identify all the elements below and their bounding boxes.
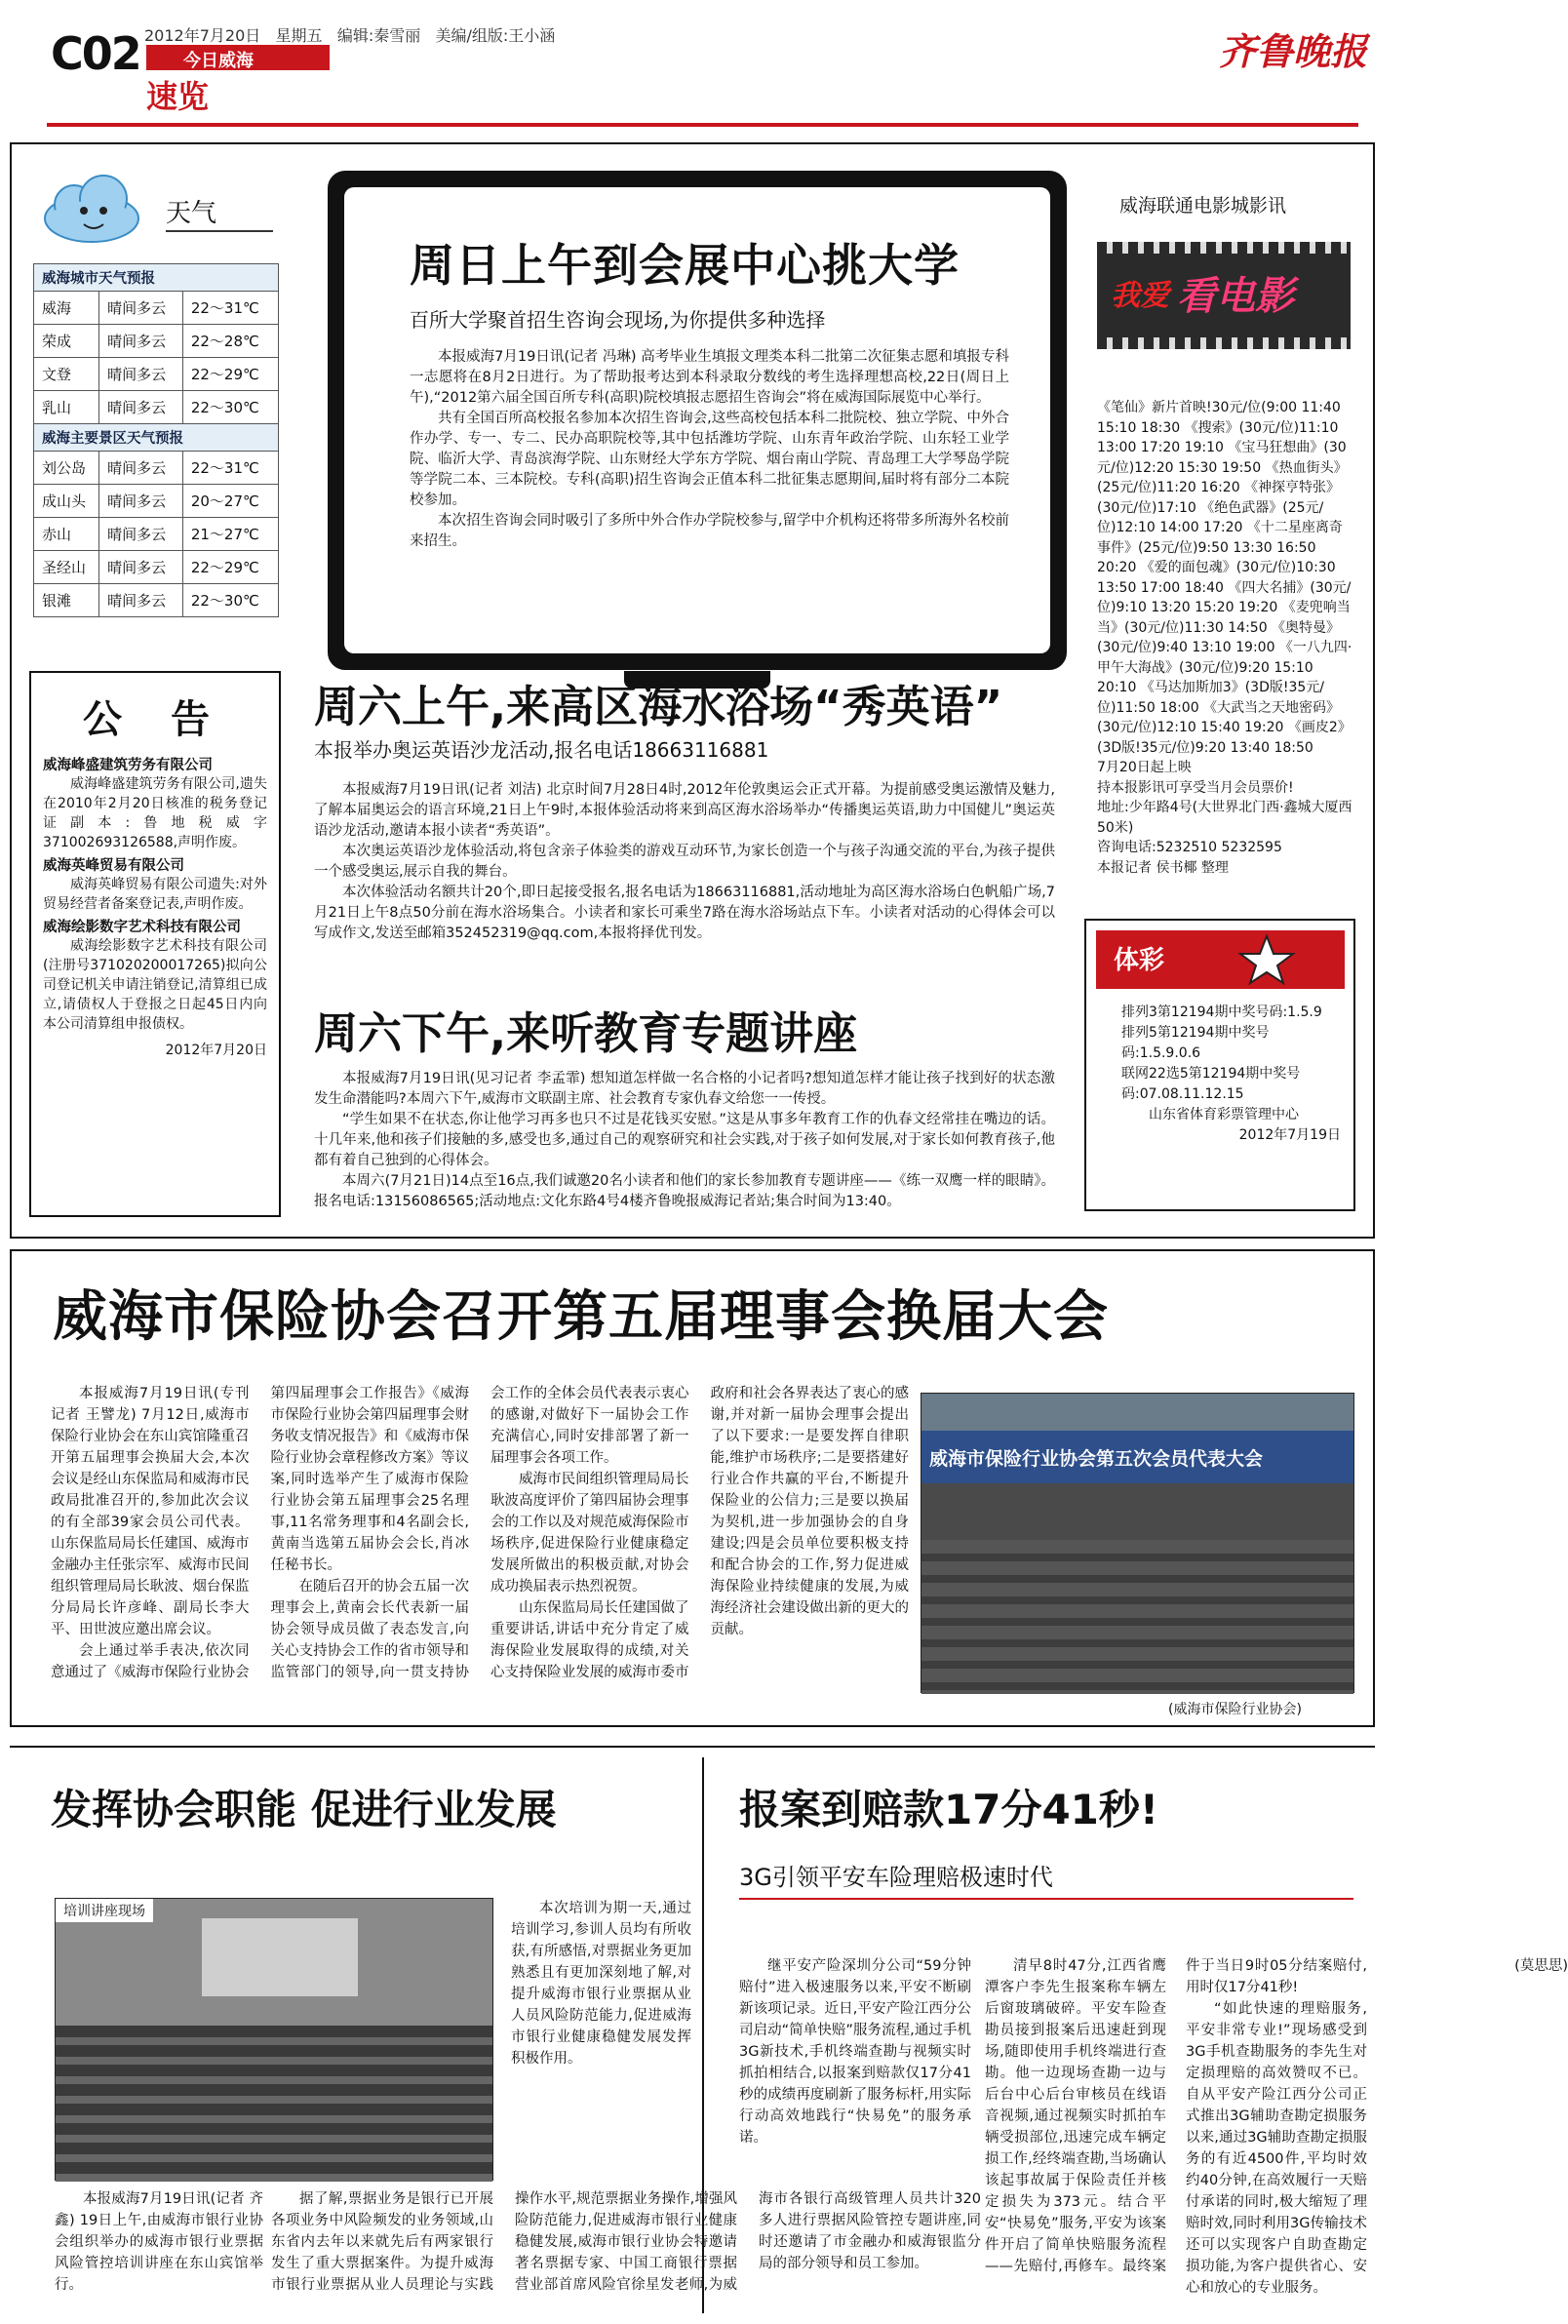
cinema-banner-text-b: 看电影: [1177, 274, 1294, 319]
cinema-banner: [1097, 242, 1351, 349]
notice-company: 威海峰盛建筑劳务有限公司: [43, 758, 213, 773]
weather-title-rule: [166, 230, 273, 232]
photo-label: 培训讲座现场: [56, 1899, 153, 1922]
scenic-weather-caption: 威海主要景区天气预报: [34, 424, 279, 452]
notice-date: 2012年7月20日: [165, 1043, 267, 1058]
cinema-from: 7月20日起上映: [1097, 760, 1192, 775]
notice-company: 威海绘影数字艺术科技有限公司: [43, 920, 241, 935]
notice-title: 公 告: [83, 697, 227, 742]
notice-text: 威海峰盛建筑劳务有限公司,遗失在2010年2月20日核准的税务登记证副本:鲁地税威字371002693126588,声明作废。: [43, 776, 267, 850]
page-editor: 编辑:秦雪丽: [336, 26, 421, 45]
bottom-rule: [10, 1746, 1375, 1748]
photo-banner: 威海市保险行业协会第五次会员代表大会: [921, 1431, 1353, 1483]
cinema-address: 地址:少年路4号(大世界北门西·鑫城大厦西50米): [1097, 800, 1352, 836]
section-label: 今日威海: [146, 45, 330, 70]
cinema-phone: 咨询电话:5232510 5232595: [1097, 840, 1282, 855]
table-row: 银滩 晴间多云 22～30℃: [34, 584, 279, 617]
header-rule: [47, 123, 1358, 127]
insurance-body: 本报威海7月19日讯(专刊记者 王譬龙) 7月12日,威海市保险行业协会在东山宾馆隆重召开第五届理事会换届大会,本次会议是经山东保监局和威海市民政局批准召开的,参加此次会议的有全部39家会员公司代表。山东保监局局长任建国、威海市金融办主任张宗军、威海市民间组织管理局局长耿波、烟台保监分局局长许彦峰、副局长李大平、田世波应邀出席会议。 会上通过举手表决,依次同意通过了《威海市保险行业协会第四届理事会工作报告》《威海市保险行业协会第四届理事会财务收支情况报告》和《威海市保险行业协会章程修改方案》等议案,同时选举产生了威海市保险行业协会第五届理事会25名理事,11名常务理事和4名副会长,黄南当选第五届协会会长,肖冰任秘书长。 在随后召开的协会五届一次理事会上,黄南会长代表新一届协会领导成员做了表态发言,向关心支持协会工作的省市领导和监管部门的领导,向一贯支持协会工作的全体会员代表表示衷心的感谢,对做好下一届协会工作充满信心,同时安排部署了新一届理事会各项工作。 威海市民间组织管理局局长耿波高度评价了第四届协会理事会的工作以及对规范威海保险市场秩序,促进保险行业健康稳定发展所做出的积极贡献,对协会成功换届表示热烈祝贺。 山东保监局局长任建国做了重要讲话,讲话中充分肯定了威海保险业发展取得的成绩,对关心支持保险业发展的威海市委市政府和社会各界表达了衷心的感谢,并对新一届协会理事会提出了以下要求:一是要发挥自律职能,维护市场秩序;二是要搭建好行业合作共赢的平台,不断提升保险业的公信力;三是要以换届为契机,进一步加强协会的自身建设;四是会员单位要积极支持和配合协会的工作,努力促进威海保险业持续健康的发展,为威海经济社会建设做出新的更大的贡献。: [51, 1386, 909, 1680]
cinema-note: 持本报影讯可享受当月会员票价!: [1097, 779, 1294, 796]
article-3-headline: 周六下午,来听教育专题讲座: [314, 1007, 858, 1059]
notice-text: 威海绘影数字艺术科技有限公司(注册号371020200017265)拟向公司登记机关申请注销登记,清算组已成立,请债权人于登报之日起45日内向本公司清算组申报债权。: [43, 938, 267, 1032]
bottom-right-col1: 继平安产险深圳分公司“59分钟赔付”进入极速服务以来,平安不断刷新该项记录。近日,平安产险江西分公司启动“简单快赔”服务流程,通过手机3G新技术,手机终端查勘与视频实时抓拍相结合,以报案到赔款仅17分41秒的成绩再度刷新了服务标杆,用实际行动高效地践行“快易免”的服务承诺。: [739, 1958, 971, 2146]
star-icon: [1237, 934, 1296, 985]
cloud-icon: [33, 172, 150, 250]
cinema-banner-text-a: 我爱: [1111, 279, 1169, 313]
table-row: 圣经山 晴间多云 22～29℃: [34, 551, 279, 584]
page-date: 2012年7月20日: [144, 26, 261, 45]
table-row: 文登 晴间多云 22～29℃: [34, 358, 279, 391]
training-photo: [55, 1898, 493, 2181]
notice-company: 威海英峰贸易有限公司: [43, 858, 184, 874]
article-3-body: 本报威海7月19日讯(见习记者 李孟霏) 想知道怎样做一名合格的小记者吗?想知道怎样才能让孩子找到好的状态激发生命潜能吗?本周六下午,威海市文联副主席、社会教育专家仇春文给您一一传授。 “学生如果不在状态,你让他学习再多也只不过是花钱买安慰。”这是从事多年教育工作的仇春文经常挂在嘴边的话。十几年来,他和孩子们接触的多,感受也多,通过自己的观察研究和社会实践,对于孩子如何发展,对于家长如何教育孩子,他都有着自己独到的心得体会。 本周六(7月21日)14点至16点,我们诚邀20名小读者和他们的家长参加教育专题讲座——《练一双鹰一样的眼睛》。报名电话:13156086565;活动地点:文化东路4号4楼齐鲁晚报威海记者站;集合时间为13:40。: [314, 1071, 1055, 1209]
page-meta: [144, 23, 555, 46]
bottom-left-col2: 据了解,票据业务是银行已开展各项业务中风险频发的业务领域,山东省内去年以来就先后有两家银行发生了重大票据案件。为提升威海市银行业票据从业人员理论与实践操作水平,规范票据业务操作,增强风险防范能力,促进威海市银行业健康稳健发展,威海市银行业协会特邀请著名票据专家、中国工商银行票据营业部首席风险官徐星发老师,为威海市各银行高级管理人员共计320多人进行票据风险管控专题讲座,同时还邀请了市金融办和威海银监分局的部分领导和员工参加。: [271, 2191, 981, 2293]
cinema-showtimes: 《笔仙》新片首映!30元/位(9:00 11:40 15:10 18:30 《搜索》(30元/位)11:10 13:00 17:20 19:10 《宝马狂想曲》(30元/位)12:20 15:30 19:50 《热血街头》(25元/位)11:20 16:20 《神探亨特张》(30元/位)17:10 《绝色武器》(25元/位)12:10 14:00 17:20 《十二星座离奇事件》(25元/位)9:50 13:30 16:50 20:20 《爱的面包魂》(30元/位)10:30 13:50 17:00 18:40 《四大名捕》(30元/位)9:10 13:20 15:20 19:20 《麦兜响当当》(30元/位)11:30 14:50 《奥特曼》(30元/位)9:40 13:10 19:00 《一八九四·甲午大海战》(30元/位)9:20 15:10 20:10 《马达加斯加3》(3D版!35元/位)11:50 18:00 《大武当之天地密码》(30元/位)12:10 15:40 19:20 《画皮2》(3D版!35元/位)9:20 13:40 18:50: [1097, 400, 1352, 756]
weather-table: [33, 263, 279, 617]
table-row: 成山头 晴间多云 20～27℃: [34, 485, 279, 518]
cinema-byline: 本报记者 侯书椰 整理: [1097, 859, 1229, 876]
bottom-left-col3: 本次培训为期一天,通过培训学习,参训人员均有所收获,有所感悟,对票据业务更加熟悉且有更加深刻地了解,对提升威海市银行业票据从业人员风险防范能力,促进威海市银行业健康稳健发展发挥积极作用。: [511, 1901, 691, 2067]
table-row: 荣成 晴间多云 22～28℃: [34, 325, 279, 358]
weather-title: 天气: [166, 199, 217, 228]
article-1-body: 本报威海7月19日讯(记者 冯琳) 高考毕业生填报文理类本科二批第二次征集志愿和填报专科一志愿将在8月2日进行。为了帮助报考达到本科录取分数线的考生选择理想高校,22日(周日上午),“2012第六届全国百所专科(高职)院校填报志愿招生咨询会”将在威海国际展览中心举行。 共有全国百所高校报名参加本次招生咨询会,这些高校包括本科二批院校、独立学院、中外合作办学、专一、专二、民办高职院校等,其中包括潍坊学院、山东青年政治学院、山东轻工业学院、临沂大学、青岛滨海学院、山东财经大学东方学院、烟台南山学院、青岛理工大学琴岛学院等学院二本、三本院校。专科(高职)招生咨询会正值本科二批征集志愿期间,届时将有部分二本院校参加。 本次招生咨询会同时吸引了多所中外合作办学院校参与,留学中介机构还将带多所海外名校前来招生。: [410, 349, 1009, 549]
article-1-subhead: 百所大学聚首招生咨询会现场,为你提供多种选择: [410, 308, 826, 332]
table-row: 赤山 晴间多云 21～27℃: [34, 518, 279, 551]
article-2-headline: 周六上午,来高区海水浴场“秀英语”: [314, 681, 1003, 732]
section-big: 速览: [146, 78, 210, 115]
bottom-left-headline: 发挥协会职能 促进行业发展: [51, 1786, 557, 1833]
bottom-right-subhead: 3G引领平安车险理赔极速时代: [739, 1864, 1053, 1891]
article-1-headline: 周日上午到会展中心挑大学: [410, 239, 960, 292]
bottom-right-byline: (莫思思): [1514, 1958, 1568, 1974]
cinema-title: 威海联通电影城影讯: [1119, 195, 1287, 217]
bottom-right-headline: 报案到赔款17分41秒!: [739, 1786, 1159, 1833]
page-code: C02: [51, 27, 140, 80]
insurance-photo: [921, 1393, 1354, 1693]
lottery-box: [1084, 919, 1355, 1211]
table-row: 刘公岛 晴间多云 22～31℃: [34, 452, 279, 485]
bottom-left-col1: 本报威海7月19日讯(记者 齐鑫) 19日上午,由威海市银行业协会组织举办的威海市银行业票据风险管控培训讲座在东山宾馆举行。: [55, 2191, 263, 2293]
lottery-text: 排列3第12194期中奖号码:1.5.9 排列5第12194期中奖号码:1.5.9.0.6 联网22选5第12194期中奖号码:07.08.11.12.15 山东省体育彩票管理中心 2012年7月19日: [1121, 1004, 1341, 1143]
city-weather-caption: 威海城市天气预报: [34, 264, 279, 292]
notice-text: 威海英峰贸易有限公司遗失:对外贸易经营者备案登记表,声明作废。: [43, 877, 267, 912]
cinema-listing: [1097, 398, 1352, 878]
notice-box: [29, 671, 281, 1217]
page-weekday: 星期五: [275, 26, 323, 45]
insurance-photo-caption: (威海市保险行业协会): [1168, 1702, 1302, 1717]
article-2-subhead: 本报举办奥运英语沙龙活动,报名电话18663116881: [314, 738, 769, 762]
lottery-banner-text: 体彩: [1114, 946, 1165, 975]
table-row: 威海 晴间多云 22～31℃: [34, 292, 279, 325]
article-2-body: 本报威海7月19日讯(记者 刘洁) 北京时间7月28日4时,2012年伦敦奥运会正式开幕。为提前感受奥运激情及魅力,了解本届奥运会的语言环境,21日上午9时,本报体验活动将来到高区海水浴场举办“传播奥运英语,助力中国健儿”奥运英语沙龙活动,邀请本报小读者“秀英语”。 本次奥运英语沙龙体验活动,将包含亲子体验类的游戏互动环节,为家长创造一个与孩子沟通交流的平台,为孩子提供一个感受奥运,展示自我的舞台。 本次体验活动名额共计20个,即日起接受报名,报名电话为18663116881,活动地址为高区海水浴场白色帆船广场,7月21日上午8点50分前在海水浴场集合。小读者和家长可乘坐7路在海水浴场站点下车。小读者对活动的心得体会可以写成作文,发送至邮箱352452319@qq.com,本报将择优刊发。: [314, 782, 1055, 941]
insurance-headline: 威海市保险协会召开第五届理事会换届大会: [53, 1285, 1109, 1349]
newspaper-logo: 齐鲁晚报: [1219, 29, 1368, 73]
page-designer: 美编/组版:王小涵: [435, 26, 556, 45]
bottom-right-cols: 清早8时47分,江西省鹰潭客户李先生报案称车辆左后窗玻璃破碎。平安车险查勘员接到报案后迅速赶到现场,随即使用手机终端进行查勘。他一边现场查勘一边与后台中心后台审核员在线语音视频,通过视频实时抓拍车辆受损部位,迅速完成车辆定损工作,经终端查勘,当场确认该起事故属于保险责任并核定损失为373元。结合平安“快易免”服务,平安为该案件开启了简单快赔服务流程——先赔付,再修车。最终案件于当日9时05分结案赔付,用时仅17分41秒! “如此快速的理赔服务,平安非常专业!”现场感受到3G手机查勘服务的李先生对定损理赔的高效赞叹不已。自从平安产险江西分公司正式推出3G辅助查勘定损服务以来,通过3G辅助查勘定损服务的有近4500件,平均时效约40分钟,在高效履行一天赔付承诺的同时,极大缩短了理赔时效,同时利用3G传输技术还可以实现客户自助查勘定损功能,为客户提供省心、安心和放心的专业服务。 (莫思思): [985, 1955, 1367, 2316]
lottery-banner: [1096, 930, 1345, 989]
table-row: 乳山 晴间多云 22～30℃: [34, 391, 279, 424]
subhead-rule: [739, 1898, 1353, 1900]
